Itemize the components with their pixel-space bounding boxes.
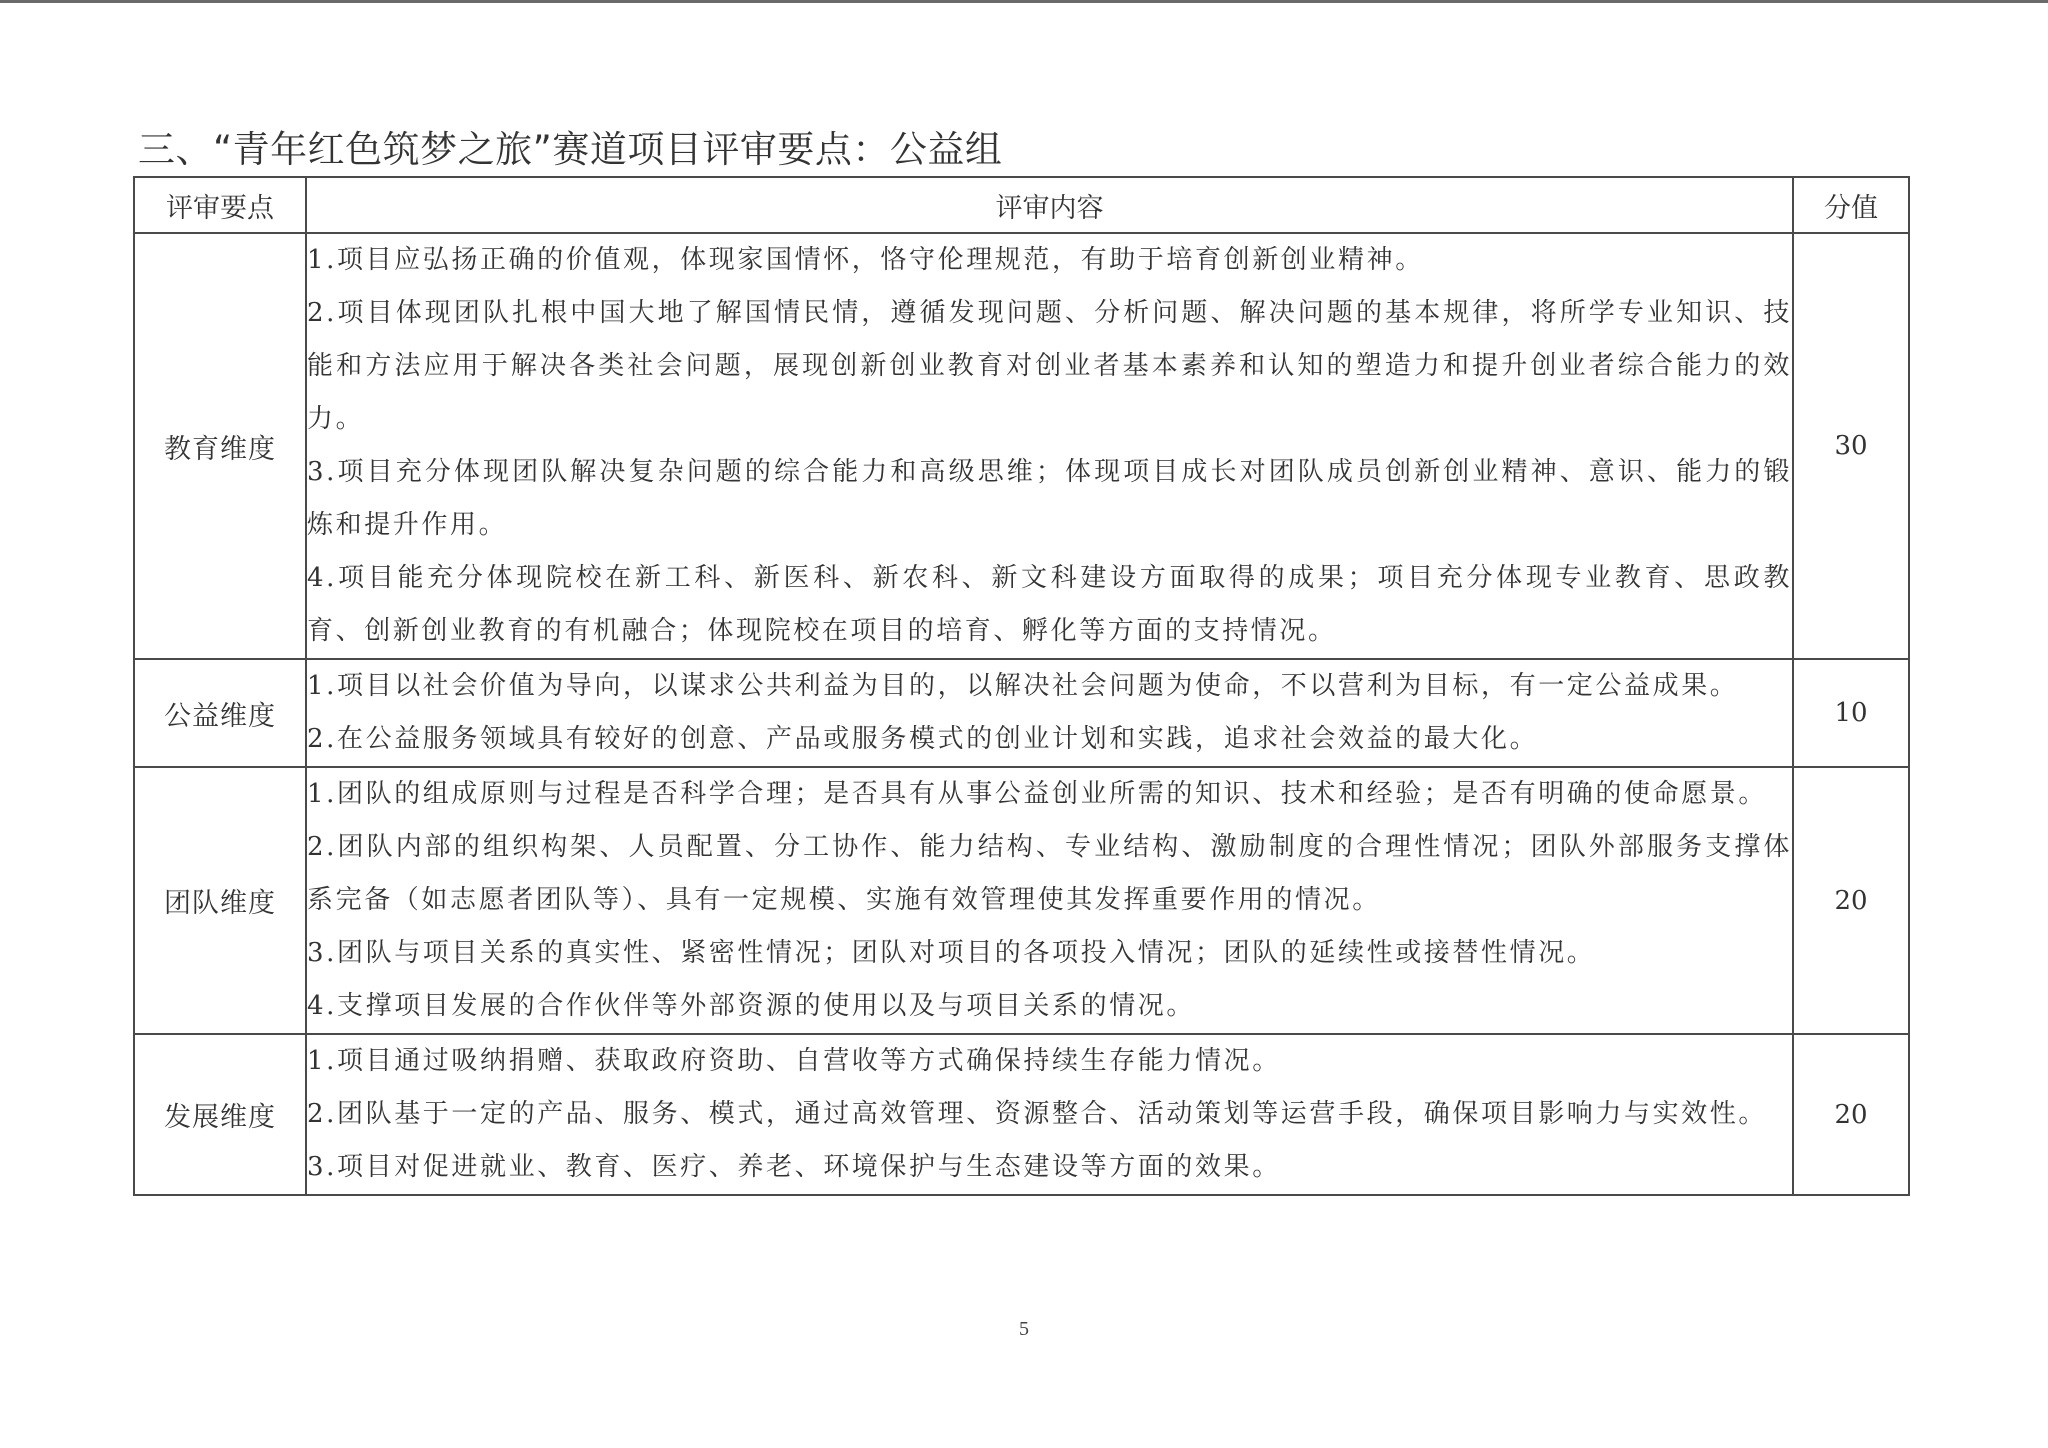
score-cell: 10 <box>1793 659 1909 767</box>
content-cell <box>306 1034 1793 1195</box>
point-cell: 公益维度 <box>134 659 306 767</box>
content-cell <box>306 767 1793 1034</box>
criterion-item: 4.支撑项目发展的合作伙伴等外部资源的使用以及与项目关系的情况。 <box>307 991 1196 1021</box>
score-cell: 20 <box>1793 767 1909 1034</box>
criterion-item: 1.项目通过吸纳捐赠、获取政府资助、自营收等方式确保持续生存能力情况。 <box>307 1046 1281 1076</box>
section-heading: 三、“青年红色筑梦之旅”赛道项目评审要点：公益组 <box>138 128 1003 171</box>
criterion-item: 3.项目充分体现团队解决复杂问题的综合能力和高级思维；体现项目成长对团队成员创新创业精神、意识、能力的锻炼和提升作用。 <box>307 457 1792 540</box>
criterion-item: 1.项目应弘扬正确的价值观，体现家国情怀，恪守伦理规范，有助于培育创新创业精神。 <box>307 245 1424 275</box>
criterion-item: 4.项目能充分体现院校在新工科、新医科、新农科、新文科建设方面取得的成果；项目充分体现专业教育、思政教育、创新创业教育的有机融合；体现院校在项目的培育、孵化等方面的支持情况。 <box>307 563 1792 646</box>
point-cell: 团队维度 <box>134 767 306 1034</box>
header-content: 评审内容 <box>306 177 1793 233</box>
criterion-item: 3.项目对促进就业、教育、医疗、养老、环境保护与生态建设等方面的效果。 <box>307 1152 1281 1182</box>
top-border-line <box>0 0 2048 3</box>
content-cell <box>306 659 1793 767</box>
criterion-item: 1.项目以社会价值为导向，以谋求公共利益为目的，以解决社会问题为使命，不以营利为目标，有一定公益成果。 <box>307 671 1739 701</box>
table-row-development <box>134 1034 1909 1195</box>
point-cell: 发展维度 <box>134 1034 306 1195</box>
header-score: 分值 <box>1793 177 1909 233</box>
score-cell: 30 <box>1793 233 1909 659</box>
table-header-row <box>134 177 1909 233</box>
score-cell: 20 <box>1793 1034 1909 1195</box>
table-row-team <box>134 767 1909 1034</box>
evaluation-criteria-table <box>133 176 1910 1196</box>
criterion-item: 3.团队与项目关系的真实性、紧密性情况；团队对项目的各项投入情况；团队的延续性或接替性情况。 <box>307 938 1596 968</box>
criterion-item: 2.团队基于一定的产品、服务、模式，通过高效管理、资源整合、活动策划等运营手段，确保项目影响力与实效性。 <box>307 1099 1768 1129</box>
table-row-public-welfare <box>134 659 1909 767</box>
criterion-item: 2.团队内部的组织构架、人员配置、分工协作、能力结构、专业结构、激励制度的合理性情况；团队外部服务支撑体系完备（如志愿者团队等）、具有一定规模、实施有效管理使其发挥重要作用的情况。 <box>307 832 1792 915</box>
table-row-education <box>134 233 1909 659</box>
page-number: 5 <box>1019 1318 1029 1340</box>
criterion-item: 2.项目体现团队扎根中国大地了解国情民情，遵循发现问题、分析问题、解决问题的基本规律，将所学专业知识、技能和方法应用于解决各类社会问题，展现创新创业教育对创业者基本素养和认知的塑造力和提升创业者综合能力的效力。 <box>307 298 1792 434</box>
criterion-item: 1.团队的组成原则与过程是否科学合理；是否具有从事公益创业所需的知识、技术和经验；是否有明确的使命愿景。 <box>307 779 1768 809</box>
criterion-item: 2.在公益服务领域具有较好的创意、产品或服务模式的创业计划和实践，追求社会效益的最大化。 <box>307 724 1539 754</box>
content-cell <box>306 233 1793 659</box>
header-point: 评审要点 <box>134 177 306 233</box>
point-cell: 教育维度 <box>134 233 306 659</box>
